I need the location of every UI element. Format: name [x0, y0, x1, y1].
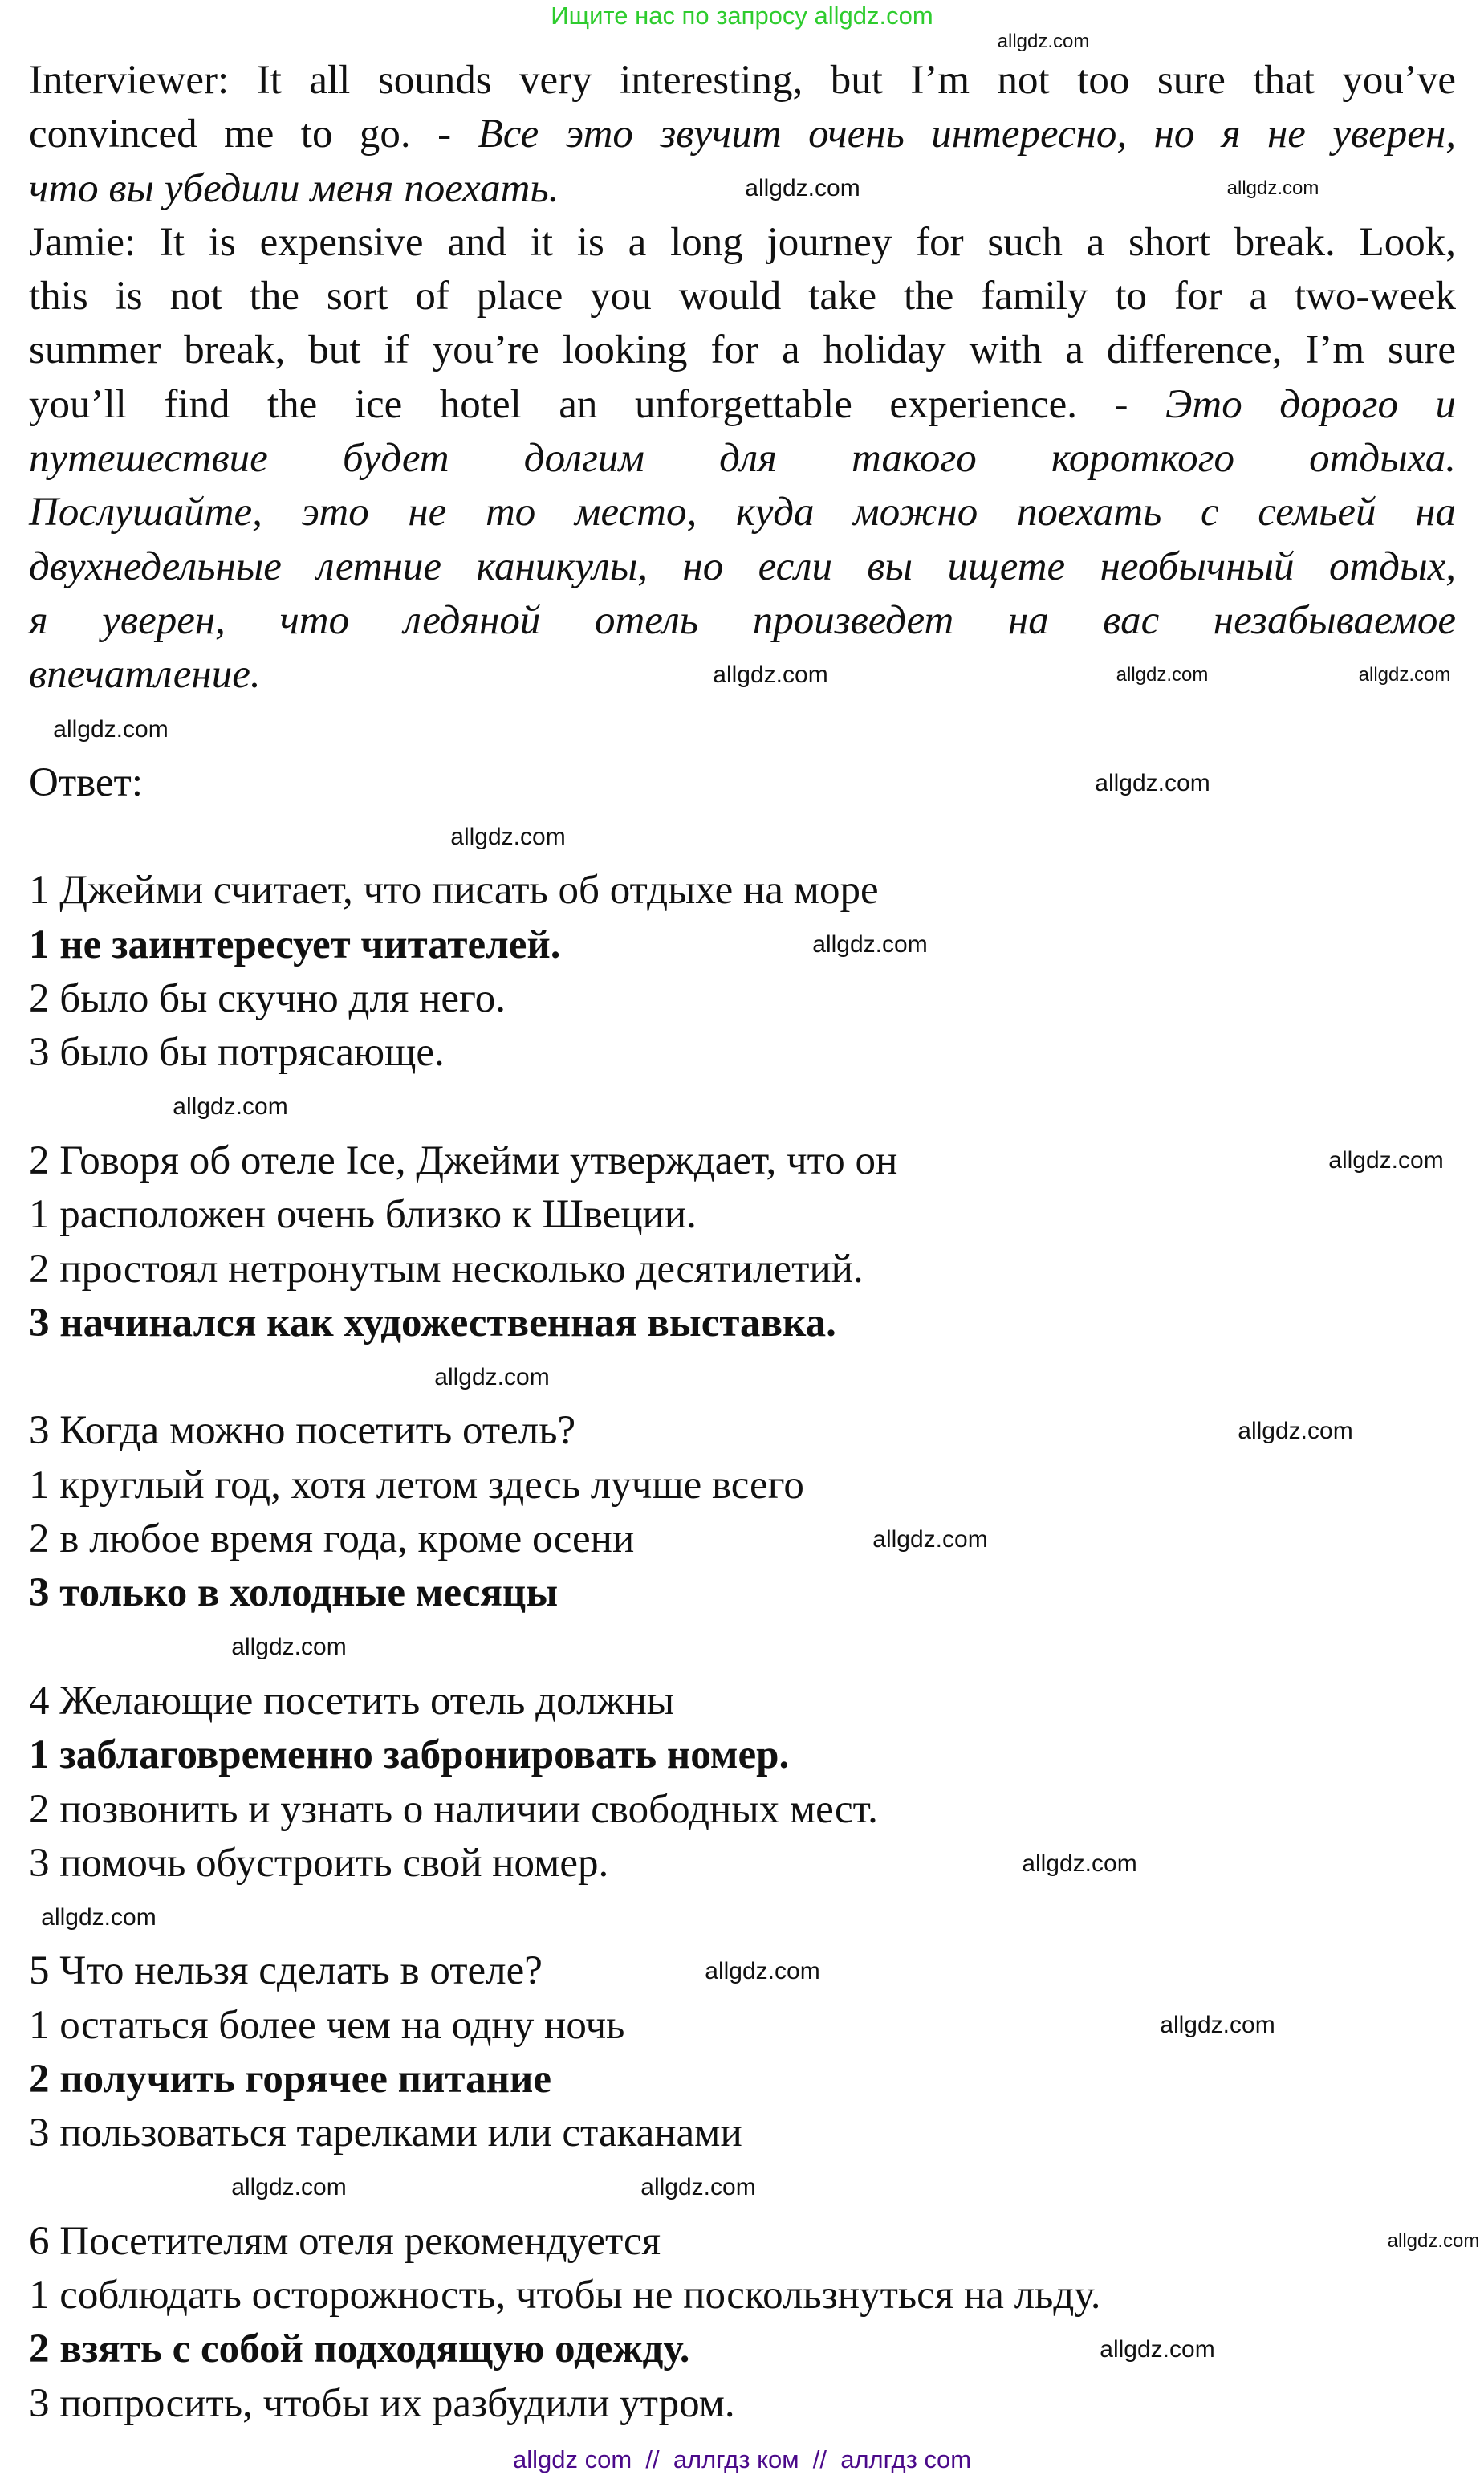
original-text: you’ll find the ice hotel an unforgettable experience. -	[29, 381, 1166, 427]
watermark: allgdz.com	[713, 661, 828, 688]
correct-answer-option: 1 заблаговременно забронировать номер.	[29, 1732, 790, 1778]
correct-answer-option: 2 взять с собой подходящую одежду.	[29, 2326, 690, 2372]
watermark: allgdz.com	[1116, 664, 1209, 686]
search-banner: Ищите нас по запросу allgdz.com	[551, 2, 933, 30]
watermark: allgdz.com	[41, 1904, 157, 1931]
translation-text: двухнедельные летние каникулы, но если вы ищете необычный отдых,	[29, 543, 1456, 589]
passage-line	[29, 324, 1456, 377]
question-text: 3 Когда можно посетить отель?	[29, 1408, 576, 1454]
watermark: allgdz.com	[1328, 1147, 1444, 1174]
correct-answer-option: 3 начинался как художественная выставка.	[29, 1300, 836, 1345]
watermark: allgdz.com	[53, 716, 169, 743]
original-text: summer break, but if you’re looking for a holiday with a difference, I’m sure	[29, 328, 1456, 373]
footer-watermark: allgdz com // аллгдз ком // аллгдз com	[512, 2445, 972, 2473]
passage-line	[29, 216, 1456, 270]
watermark: allgdz.com	[1095, 770, 1210, 796]
translation-text: Послушайте, это не то место, куда можно поехать с семьей на	[29, 490, 1456, 535]
answer-label: Ответ:	[29, 759, 143, 805]
watermark: allgdz.com	[1226, 177, 1319, 199]
watermark: allgdz.com	[640, 2174, 756, 2200]
watermark: allgdz.com	[997, 31, 1090, 52]
original-text: convinced me to go. -	[29, 112, 478, 157]
passage	[29, 54, 1456, 702]
question-block	[29, 1621, 1456, 1891]
watermark: allgdz.com	[812, 931, 928, 958]
correct-answer-option: 2 получить горячее питание	[29, 2056, 551, 2102]
passage-line	[29, 594, 1456, 648]
watermark: allgdz.com	[450, 824, 566, 850]
watermark: allgdz.com	[434, 1364, 550, 1390]
watermark: allgdz.com	[1387, 2230, 1480, 2252]
watermark: allgdz.com	[872, 1526, 988, 1553]
spacer	[29, 702, 1456, 756]
answer-option: 1 соблюдать осторожность, чтобы не поскользнуться на льду.	[29, 2273, 1101, 2318]
watermark: allgdz.com	[231, 1634, 347, 1660]
answer-option: 2 было бы скучно для него.	[29, 976, 506, 1022]
translation-text: путешествие будет долгим для такого короткого отдыха.	[29, 436, 1456, 482]
watermark: allgdz.com	[1100, 2336, 1215, 2363]
watermark: allgdz.com	[1358, 664, 1451, 686]
answer-option: 3 помочь обустроить свой номер.	[29, 1840, 609, 1886]
watermark: allgdz.com	[745, 175, 860, 201]
answer-option: 3 было бы потрясающе.	[29, 1030, 445, 1076]
passage-line	[29, 378, 1456, 432]
answer-option: 2 позвонить и узнать о наличии свободных мест.	[29, 1786, 878, 1832]
passage-line	[29, 108, 1456, 161]
correct-answer-option: 1 не заинтересует читателей.	[29, 922, 561, 967]
translation-text: что вы убедили меня поехать.	[29, 165, 559, 211]
original-text: Interviewer: It all sounds very interesting, but I’m not too sure that you’ve	[29, 58, 1456, 103]
passage-line	[29, 540, 1456, 594]
original-text: this is not the sort of place you would take the family to for a two-week	[29, 274, 1456, 320]
passage-line	[29, 432, 1456, 486]
watermark: allgdz.com	[173, 1093, 288, 1120]
question-text: 5 Что нельзя сделать в отеле?	[29, 1948, 543, 1994]
answer-option: 1 остаться более чем на одну ночь	[29, 2002, 625, 2048]
watermark: allgdz.com	[231, 2174, 347, 2200]
original-text: Jamie: It is expensive and it is a long journey for such a short break. Look,	[29, 219, 1456, 265]
translation-text: Все это звучит очень интересно, но я не уверен,	[478, 112, 1456, 157]
answer-option: 3 попросить, чтобы их разбудили утром.	[29, 2380, 735, 2426]
question-text: 2 Говоря об отеле Ice, Джейми утверждает, что он	[29, 1138, 898, 1183]
watermark: allgdz.com	[1238, 1418, 1353, 1444]
answer-option: 1 круглый год, хотя летом здесь лучше всего	[29, 1462, 804, 1508]
answer-option: 2 простоял нетронутым несколько десятилетий.	[29, 1246, 864, 1292]
passage-line	[29, 486, 1456, 539]
question-block	[29, 1081, 1456, 1350]
correct-answer-option: 3 только в холодные месяцы	[29, 1570, 559, 1616]
watermark: allgdz.com	[1022, 1850, 1137, 1877]
question-block	[29, 810, 1456, 1080]
answer-option: 1 расположен очень близко к Швеции.	[29, 1192, 697, 1238]
passage-line	[29, 54, 1456, 108]
question-text: 4 Желающие посетить отель должны	[29, 1678, 675, 1724]
answer-option: 3 пользоваться тарелками или стаканами	[29, 2111, 742, 2156]
translation-text: я уверен, что ледяной отель произведет на вас незабываемое	[29, 597, 1456, 643]
document-content	[29, 54, 1456, 2431]
translation-text: впечатление.	[29, 652, 261, 698]
question-block	[29, 2161, 1456, 2431]
answer-option: 2 в любое время года, кроме осени	[29, 1516, 635, 1562]
translation-text: Это дорого и	[1165, 381, 1456, 427]
question-block	[29, 1350, 1456, 1620]
watermark: allgdz.com	[705, 1958, 820, 1984]
question-text: 1 Джейми считает, что писать об отдыхе на море	[29, 868, 879, 914]
passage-line	[29, 270, 1456, 324]
watermark: allgdz.com	[1160, 2012, 1275, 2038]
question-text: 6 Посетителям отеля рекомендуется	[29, 2218, 661, 2264]
